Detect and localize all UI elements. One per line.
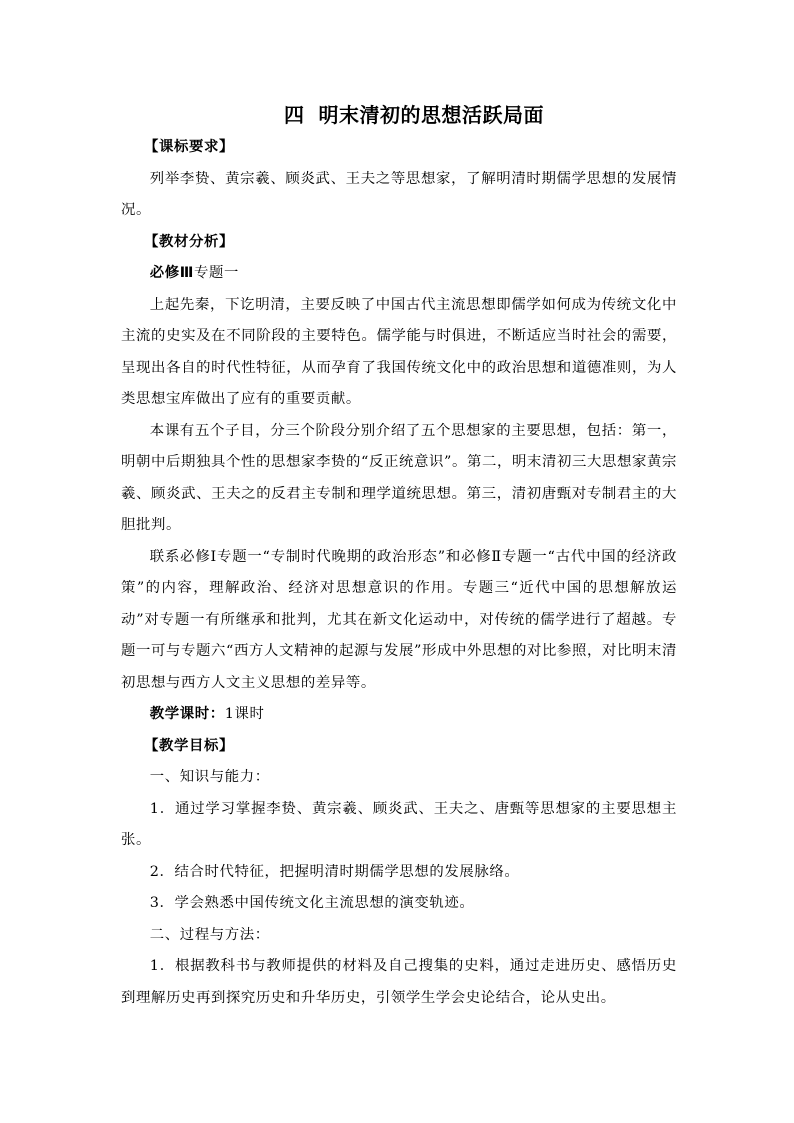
curriculum-heading: 【课标要求】 [144,139,234,155]
required-module-line [121,258,677,290]
lesson-number: 四 [284,103,305,127]
analysis-paragraph-1: 上起先秦，下讫明清，主要反映了中国古代主流思想即儒学如何成为传统文化中主流的史实及在不同阶段的主要特色。儒学能与时俱进，不断适应当时社会的需要，呈现出各自的时代性特征，从而孕育了我国传统文化中的政治思想和道德准则，为人类思想宝库做出了应有的重要贡献。 [121,296,677,407]
teaching-hours-value: 1课时 [224,706,265,722]
page-title [121,98,677,132]
objective-item: 1．根据教科书与教师提供的材料及自己搜集的史料，通过走进历史、感悟历史到理解历史再到探究历史和升华历史，引领学生学会史论结合，论从史出。 [121,958,677,1006]
teaching-hours-line [121,699,677,731]
objective-item: 1．通过学习掌握李贽、黄宗羲、顾炎武、王夫之、唐甄等思想家的主要思想主张。 [121,800,677,848]
lesson-title: 明末清初的思想活跃局面 [318,103,544,127]
analysis-paragraph-2: 本课有五个子目，分三个阶段分别介绍了五个思想家的主要思想，包括：第一，明朝中后期独具个性的思想家李贽的“反正统意识”。第二，明末清初三大思想家黄宗羲、顾炎武、王夫之的反君主专制和理学道统思想。第三，清初唐甄对专制君主的大胆批判。 [121,422,677,533]
objective-item: 2．结合时代特征，把握明清时期儒学思想的发展脉络。 [149,863,520,880]
curriculum-text: 列举李贽、黄宗羲、顾炎武、王夫之等思想家，了解明清时期儒学思想的发展情况。 [121,170,677,218]
required-module-label: 必修Ⅲ [149,265,194,281]
objective-group-process: 二、过程与方法： [149,926,270,943]
objectives-heading: 【教学目标】 [144,737,234,754]
analysis-heading: 【教材分析】 [144,233,234,250]
document-page [121,98,677,1014]
required-module-topic: 专题一 [193,265,239,281]
teaching-hours-label: 教学课时： [149,706,225,722]
objective-item: 3．学会熟悉中国传统文化主流思想的演变轨迹。 [149,895,475,911]
objective-group-knowledge: 一、知识与能力： [149,769,270,785]
analysis-paragraph-3: 联系必修Ⅰ专题一“专制时代晚期的政治形态”和必修Ⅱ专题一“古代中国的经济政策”的内容，理解政治、经济对思想意识的作用。专题三“近代中国的思想解放运动”对专题一有所继承和批判，尤其在新文化运动中，对传统的儒学进行了超越。专题一可与专题六“西方人文精神的起源与发展”形成中外思想的对比参照，对比明末清初思想与西方人文主义思想的差异等。 [121,548,677,691]
